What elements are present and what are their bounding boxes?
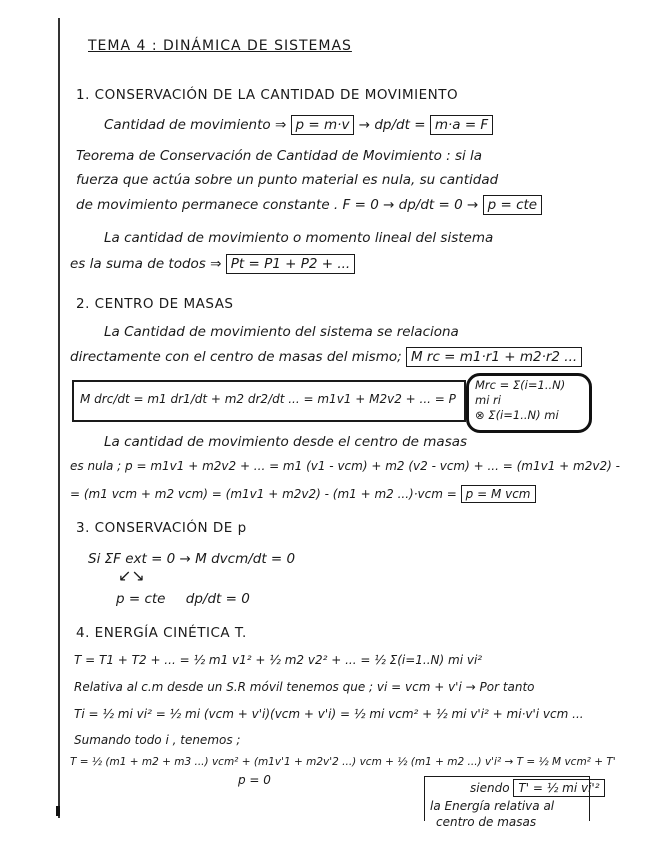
- linear-momentum-line-2: [70, 256, 355, 272]
- linear-momentum-line-1: La cantidad de movimiento o momento lineal del sistema: [104, 230, 494, 246]
- derivative-zero-text: dp/dt = 0: [185, 591, 250, 607]
- momentum-label: Cantidad de movimiento: [104, 117, 271, 133]
- newton-formula-box: m·a = F: [430, 115, 493, 135]
- relative-energy-note-2: centro de masas: [436, 815, 537, 829]
- conservation-condition: Si ΣF ext = 0 → M dvcm/dt = 0: [88, 551, 296, 567]
- circled-x-icon: ⊗: [475, 408, 485, 422]
- cm-velocity-equation: M drc/dt = m1 dr1/dt + m2 dr2/dt ... = m1v1 + M2v2 + ... = P: [80, 392, 456, 406]
- relative-energy-label: [470, 780, 605, 796]
- section-3-heading: 3. CONSERVACIÓN DE p: [76, 520, 247, 536]
- cm-line-2: [70, 349, 582, 365]
- cm-position-box: M rc = m1·r1 + m2·r2 ...: [406, 347, 582, 367]
- momentum-definition: [104, 117, 493, 133]
- constant-momentum-text: p = cte: [116, 591, 166, 607]
- diagonal-arrow-icon: ↙↘: [118, 566, 145, 585]
- section-1-heading: 1. CONSERVACIÓN DE LA CANTIDAD DE MOVIMIENTO: [76, 87, 459, 103]
- total-momentum-cm-box: p = M vcm: [461, 485, 536, 503]
- cm-line-5: [70, 486, 536, 502]
- section-4-heading: 4. ENERGÍA CINÉTICA T.: [76, 625, 247, 641]
- kinetic-energy-sum: T = T1 + T2 + ... = ½ m1 v1² + ½ m2 v2² + ... = ½ Σ(i=1..N) mi vi²: [74, 653, 483, 667]
- zero-momentum-note: p = 0: [238, 773, 271, 787]
- constant-momentum-box: p = cte: [483, 195, 543, 215]
- page-title: TEMA 4 : DINÁMICA DE SISTEMAS: [88, 38, 352, 54]
- theorem-line-2: fuerza que actúa sobre un punto material es nula, su cantidad: [76, 172, 499, 188]
- arrow-icon: ⇒: [210, 256, 226, 272]
- siendo-text: siendo: [470, 781, 510, 795]
- total-momentum-box: Pt = P1 + P2 + ...: [226, 254, 355, 274]
- linear-momentum-text: es la suma de todos: [70, 256, 206, 272]
- theorem-text: de movimiento permanece constante .: [76, 197, 339, 213]
- cm-line-3: La cantidad de movimiento desde el centro de masas: [104, 434, 468, 450]
- theorem-equation: F = 0 → dp/dt = 0 →: [342, 197, 479, 213]
- kinetic-energy-expansion: Ti = ½ mi vi² = ½ mi (vcm + v'i)(vcm + v'i) = ½ mi vcm² + ½ mi v'i² + mi·v'i vcm ...: [74, 707, 584, 721]
- theorem-line-3: [76, 197, 542, 213]
- cm-derivation: = (m1 vcm + m2 vcm) = (m1v1 + m2v2) - (m1 + m2 ...)·vcm =: [70, 487, 457, 501]
- conservation-result: [116, 591, 250, 607]
- cm-text: directamente con el centro de masas del mismo;: [70, 349, 402, 365]
- derivative-text: → dp/dt =: [358, 117, 426, 133]
- momentum-formula-box: p = m·v: [291, 115, 355, 135]
- margin-mark: [56, 806, 60, 816]
- cm-position-formula: [466, 373, 592, 433]
- relative-velocity-line: Relativa al c.m desde un S.R móvil tenemos que ; vi = vcm + v'i → Por tanto: [74, 680, 535, 694]
- relative-energy-formula-box: T' = ½ mi vi'²: [513, 779, 604, 797]
- relative-energy-note-1: la Energía relativa al: [430, 799, 555, 813]
- arrow-icon: ⇒: [274, 117, 291, 133]
- section-2-heading: 2. CENTRO DE MASAS: [76, 296, 234, 312]
- cm-formula-numerator: Mrc = Σ(i=1..N) mi ri: [475, 378, 566, 407]
- cm-formula-denominator: ⊗ Σ(i=1..N) mi: [475, 408, 559, 422]
- koenig-theorem: T = ½ (m1 + m2 + m3 ...) vcm² + (m1v'1 + m2v'2 ...) vcm + ½ (m1 + m2 ...) v'i² → T = ½ M vcm² + T': [70, 756, 616, 768]
- summing-line: Sumando todo i , tenemos ;: [74, 733, 241, 747]
- theorem-line-1: Teorema de Conservación de Cantidad de Movimiento : si la: [76, 148, 483, 164]
- cm-line-4: es nula ; p = m1v1 + m2v2 + ... = m1 (v1 - vcm) + m2 (v2 - vcm) + ... = (m1v1 + m2v2) -: [70, 459, 620, 473]
- cm-line-1: La Cantidad de movimiento del sistema se relaciona: [104, 324, 459, 340]
- margin-line: [58, 18, 60, 818]
